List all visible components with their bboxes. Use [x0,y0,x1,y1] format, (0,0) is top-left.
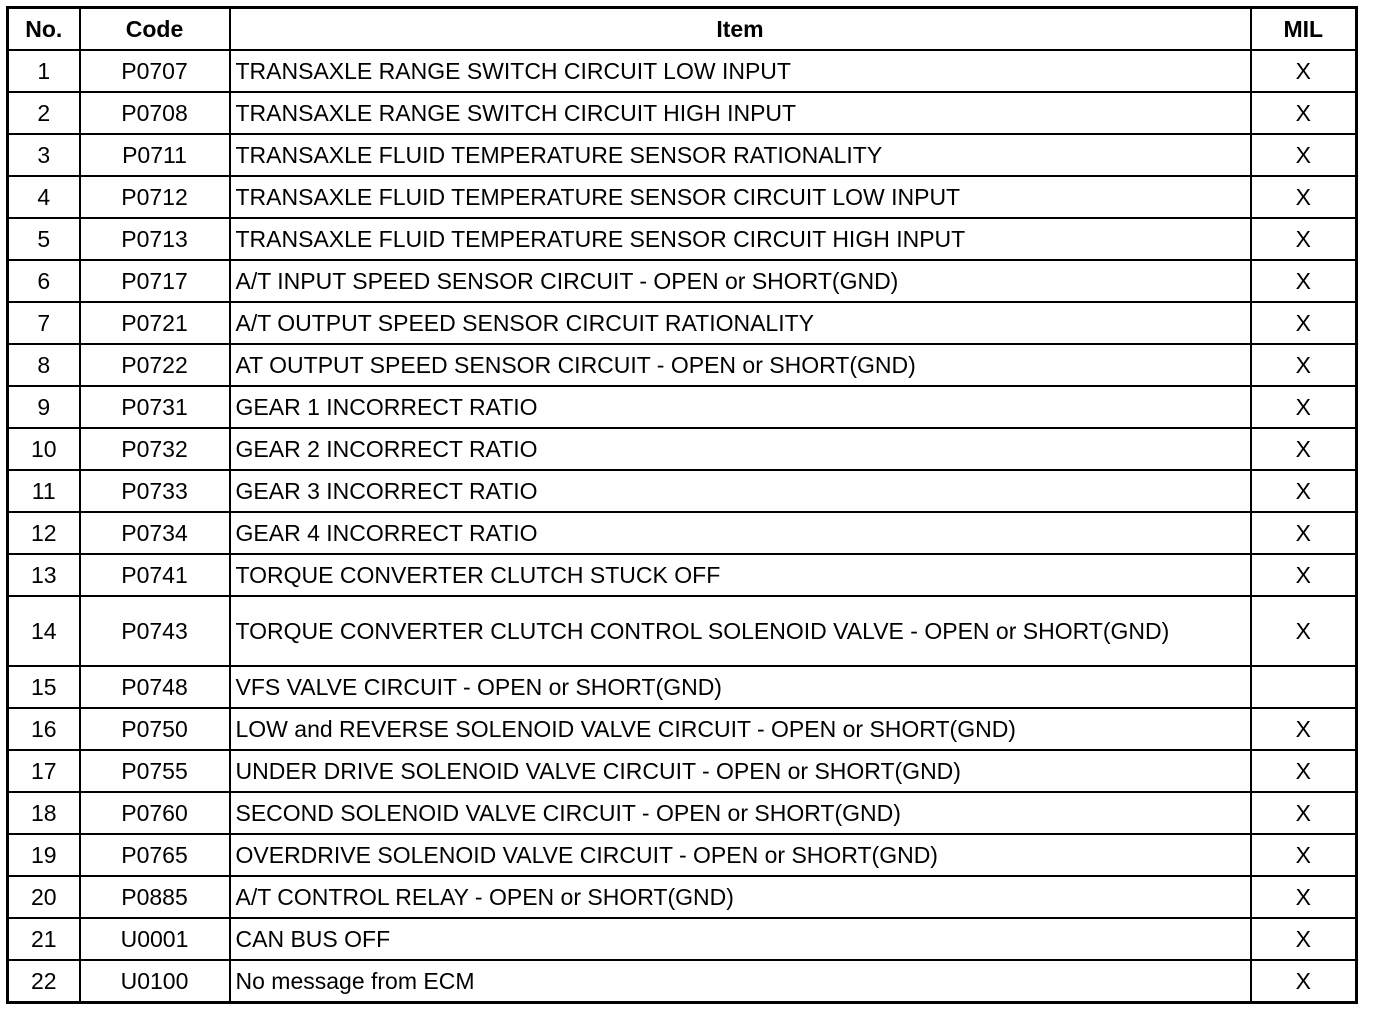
dtc-description: GEAR 2 INCORRECT RATIO [230,428,1251,470]
dtc-code: P0711 [80,134,230,176]
row-number: 16 [8,708,80,750]
dtc-description: TORQUE CONVERTER CLUTCH STUCK OFF [230,554,1251,596]
dtc-description: AT OUTPUT SPEED SENSOR CIRCUIT - OPEN or SHORT(GND) [230,344,1251,386]
row-number: 7 [8,302,80,344]
table-row [8,708,1357,750]
dtc-description: UNDER DRIVE SOLENOID VALVE CIRCUIT - OPEN or SHORT(GND) [230,750,1251,792]
row-number: 19 [8,834,80,876]
table-row [8,302,1357,344]
dtc-code: P0712 [80,176,230,218]
dtc-description: VFS VALVE CIRCUIT - OPEN or SHORT(GND) [230,666,1251,708]
mil-indicator: X [1251,960,1357,1003]
mil-indicator: X [1251,918,1357,960]
dtc-description: A/T OUTPUT SPEED SENSOR CIRCUIT RATIONALITY [230,302,1251,344]
dtc-code: P0732 [80,428,230,470]
header-code: Code [80,8,230,51]
mil-indicator: X [1251,428,1357,470]
table-row [8,876,1357,918]
row-number: 5 [8,218,80,260]
dtc-table [6,6,1358,1004]
header-row [8,8,1357,51]
dtc-code: P0750 [80,708,230,750]
row-number: 11 [8,470,80,512]
row-number: 2 [8,92,80,134]
mil-indicator: X [1251,750,1357,792]
dtc-code: P0713 [80,218,230,260]
header-mil: MIL [1251,8,1357,51]
table-row [8,134,1357,176]
mil-indicator: X [1251,554,1357,596]
mil-indicator: X [1251,176,1357,218]
dtc-description: A/T CONTROL RELAY - OPEN or SHORT(GND) [230,876,1251,918]
dtc-code: P0734 [80,512,230,554]
dtc-description: A/T INPUT SPEED SENSOR CIRCUIT - OPEN or SHORT(GND) [230,260,1251,302]
table-row [8,50,1357,92]
row-number: 1 [8,50,80,92]
row-number: 12 [8,512,80,554]
dtc-description: LOW and REVERSE SOLENOID VALVE CIRCUIT - OPEN or SHORT(GND) [230,708,1251,750]
mil-indicator: X [1251,92,1357,134]
row-number: 3 [8,134,80,176]
dtc-description: TRANSAXLE RANGE SWITCH CIRCUIT LOW INPUT [230,50,1251,92]
dtc-description: SECOND SOLENOID VALVE CIRCUIT - OPEN or SHORT(GND) [230,792,1251,834]
dtc-code: P0722 [80,344,230,386]
dtc-description: GEAR 1 INCORRECT RATIO [230,386,1251,428]
header-no: No. [8,8,80,51]
dtc-code: P0765 [80,834,230,876]
dtc-description: GEAR 3 INCORRECT RATIO [230,470,1251,512]
table-row [8,176,1357,218]
dtc-code: P0731 [80,386,230,428]
table-row [8,428,1357,470]
dtc-code: P0755 [80,750,230,792]
table-row [8,470,1357,512]
table-row [8,960,1357,1003]
dtc-description: OVERDRIVE SOLENOID VALVE CIRCUIT - OPEN or SHORT(GND) [230,834,1251,876]
table-row [8,92,1357,134]
mil-indicator: X [1251,470,1357,512]
table-row [8,386,1357,428]
dtc-code: P0707 [80,50,230,92]
table-row [8,260,1357,302]
table-row [8,554,1357,596]
row-number: 4 [8,176,80,218]
mil-indicator [1251,666,1357,708]
dtc-description: TRANSAXLE FLUID TEMPERATURE SENSOR RATIONALITY [230,134,1251,176]
dtc-code: P0717 [80,260,230,302]
mil-indicator: X [1251,512,1357,554]
dtc-code: P0741 [80,554,230,596]
mil-indicator: X [1251,386,1357,428]
table-row [8,918,1357,960]
row-number: 14 [8,596,80,666]
dtc-description: TRANSAXLE RANGE SWITCH CIRCUIT HIGH INPUT [230,92,1251,134]
dtc-description: TRANSAXLE FLUID TEMPERATURE SENSOR CIRCUIT LOW INPUT [230,176,1251,218]
dtc-code: P0760 [80,792,230,834]
table-row [8,750,1357,792]
dtc-code: P0721 [80,302,230,344]
dtc-code: P0748 [80,666,230,708]
dtc-description: GEAR 4 INCORRECT RATIO [230,512,1251,554]
dtc-code: P0708 [80,92,230,134]
dtc-description: CAN BUS OFF [230,918,1251,960]
table-header [8,8,1357,51]
dtc-description: No message from ECM [230,960,1251,1003]
row-number: 9 [8,386,80,428]
table-row [8,218,1357,260]
dtc-code: U0001 [80,918,230,960]
row-number: 17 [8,750,80,792]
mil-indicator: X [1251,260,1357,302]
table-row [8,834,1357,876]
dtc-code: P0733 [80,470,230,512]
row-number: 21 [8,918,80,960]
mil-indicator: X [1251,344,1357,386]
mil-indicator: X [1251,218,1357,260]
row-number: 6 [8,260,80,302]
row-number: 13 [8,554,80,596]
dtc-code: P0743 [80,596,230,666]
mil-indicator: X [1251,302,1357,344]
mil-indicator: X [1251,834,1357,876]
mil-indicator: X [1251,708,1357,750]
row-number: 10 [8,428,80,470]
dtc-description: TORQUE CONVERTER CLUTCH CONTROL SOLENOID VALVE - OPEN or SHORT(GND) [230,596,1251,666]
dtc-code: U0100 [80,960,230,1003]
dtc-description: TRANSAXLE FLUID TEMPERATURE SENSOR CIRCUIT HIGH INPUT [230,218,1251,260]
table-row [8,666,1357,708]
row-number: 15 [8,666,80,708]
mil-indicator: X [1251,792,1357,834]
table-row [8,512,1357,554]
mil-indicator: X [1251,596,1357,666]
mil-indicator: X [1251,50,1357,92]
dtc-code: P0885 [80,876,230,918]
row-number: 22 [8,960,80,1003]
table-body [8,50,1357,1003]
mil-indicator: X [1251,876,1357,918]
table-row [8,344,1357,386]
row-number: 8 [8,344,80,386]
table-row [8,792,1357,834]
row-number: 20 [8,876,80,918]
mil-indicator: X [1251,134,1357,176]
header-item: Item [230,8,1251,51]
row-number: 18 [8,792,80,834]
table-row [8,596,1357,666]
